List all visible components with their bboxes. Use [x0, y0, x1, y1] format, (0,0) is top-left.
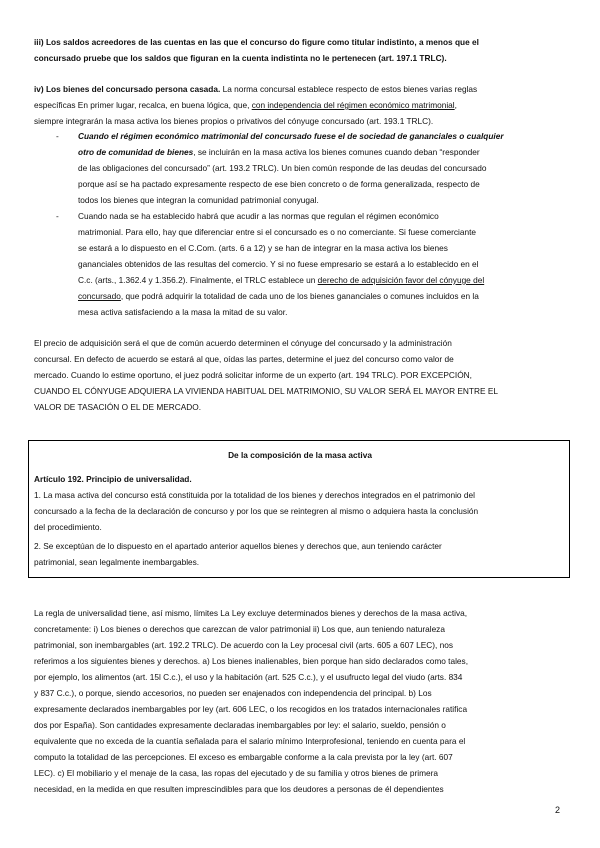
article-192-p1-line-3: del procedimiento.	[34, 522, 102, 532]
bullet-2-underlined-phrase: derecho de adquisición favor del cónyuge del	[317, 275, 485, 285]
bullet-2-line-6	[78, 288, 479, 304]
price-paragraph-line-1: El precio de adquisición será el que de común acuerdo determinen el cónyuge del concursado y la administración	[34, 338, 452, 348]
universality-line: expresamente declarados inembargables por ley (art. 606 LEC, o los recogidos en los tratados internacionales ratifica	[34, 704, 468, 714]
bullet-1-line-1: Cuando el régimen económico matrimonial del concursado fuese el de sociedad de gananciales o cualquier	[78, 131, 504, 141]
item-iv-underlined-phrase: con independencia del régimen económico matrimonial	[251, 100, 455, 110]
universality-line: necesidad, en la medida en que resulten imprescindibles para que los deudores a personas de él dependientes	[34, 784, 444, 794]
bullet-2-underlined-word: concursado	[78, 291, 121, 301]
price-paragraph-line-2: concursal. En defecto de acuerdo se estará al que, oídas las partes, determine el juez del concurso como valor de	[34, 354, 454, 364]
universality-line: y 837 C.c.), o porque, siendo accesorios, no pueden ser enajenados con independencia del principal. b) Los	[34, 688, 432, 698]
bullet-1-line-2-text: , se incluirán en la masa activa los bienes comunes cuando deban “responder	[193, 147, 480, 157]
item-iv-line-2-end: ,	[454, 100, 457, 110]
article-192-p2-line-2: patrimonial, sean legalmente inembargables.	[34, 557, 200, 567]
bullet-1-line-4: porque así se ha pactado expresamente respecto de ese bien concreto o de forma generalizada, respecto de	[78, 179, 480, 189]
article-192-p1-line-1: 1. La masa activa del concurso está constituida por la totalidad de los bienes y derechos integrados en el patrimonio del	[34, 490, 475, 500]
universality-line: equivalente que no exceda de la cuantía señalada para el salario mínimo Interprofesional, teniendo en cuenta para el	[34, 736, 466, 746]
bullet-2-dash: -	[56, 211, 59, 221]
universality-line: referimos a los siguientes bienes y derechos. a) Los bienes inalienables, bien porque han sido declarados como tales,	[34, 656, 469, 666]
bullet-2-line-5	[78, 272, 484, 288]
item-iv-line-3: siempre integrarán la masa activa los bienes propios o privativos del cónyuge concursado (art. 193.1 TRLC).	[34, 116, 434, 126]
price-paragraph-line-5: VALOR DE TASACIÓN O EL DE MERCADO.	[34, 402, 202, 412]
bullet-2-line-4: gananciales obtenidos de las resultas del comercio. Y si no fuese empresario se estará a lo establecido en el	[78, 259, 479, 269]
universality-line: concretamente: i) Los bienes o derechos que carezcan de valor patrimonial ii) Los que, aun teniendo naturaleza	[34, 624, 445, 634]
bullet-2-line-3: se estará a lo dispuesto en el C.Com. (arts. 6 a 12) y se han de integrar en la masa activa los bienes	[78, 243, 448, 253]
universality-line: computo la totalidad de las percepciones. El exceso es embargable conforme a la cala prevista por la ley (art. 607	[34, 752, 453, 762]
bullet-1-bold-phrase: otro de comunidad de bienes	[78, 147, 194, 157]
article-192-heading: Artículo 192. Principio de universalidad.	[34, 474, 192, 484]
item-iv-line-1-text: La norma concursal establece respecto de estos bienes varias reglas	[220, 84, 478, 94]
item-iv-line-2	[34, 97, 457, 113]
bullet-2-line-6-text: , que podrá adquirir la totalidad de cada uno de los bienes gananciales o comunes incluidos en la	[120, 291, 479, 301]
article-192-p2-line-1: 2. Se exceptúan de lo dispuesto en el apartado anterior aquellos bienes y derechos que, aun teniendo carácter	[34, 541, 442, 551]
universality-line: dos por España). Son cantidades expresamente declaradas inembargables por ley: el salario, sueldo, pensión o	[34, 720, 446, 730]
bullet-2-line-7: mesa activa satisfaciendo a la masa la mitad de su valor.	[78, 307, 288, 317]
bullet-1-line-5: todos los bienes que integran la comunidad patrimonial conyugal.	[78, 195, 319, 205]
page-number: 2	[555, 805, 561, 815]
item-iv-heading: iv) Los bienes del concursado persona casada.	[34, 84, 221, 94]
bullet-2-line-2: matrimonial. Para ello, hay que diferenciar entre si el concursado es o no comerciante. Si fuese comerciante	[78, 227, 476, 237]
item-iii-line-2: concursado pruebe que los saldos que figuran en la cuenta indistinta no le pertenecen (art. 197.1 TRLC).	[34, 53, 447, 63]
item-iii-line-1: iii) Los saldos acreedores de las cuentas en las que el concurso do figure como titular indistinto, a menos que el	[34, 37, 479, 47]
bullet-2-line-5-text: C.c. (arts., 1.362.4 y 1.356.2). Finalmente, el TRLC establece un	[78, 275, 318, 285]
bullet-1-line-2	[78, 144, 480, 160]
universality-line: patrimonial, son inembargables (art. 192.2 TRLC). De acuerdo con la Ley procesal civil (arts. 605 a 607 LEC), nos	[34, 640, 454, 650]
bullet-1-dash: -	[56, 131, 59, 141]
item-iv-line-2-text: específicas En primer lugar, recalca, en buena lógica, que,	[34, 100, 252, 110]
bullet-2-line-1: Cuando nada se ha establecido habrá que acudir a las normas que regulan el régimen económico	[78, 211, 439, 221]
bullet-1-line-3: de las obligaciones del concursado” (art. 193.2 TRLC). Un bien común responde de las deudas del concursado	[78, 163, 487, 173]
price-paragraph-line-4: CUANDO EL CÓNYUGE ADQUIERA LA VIVIENDA HABITUAL DEL MATRIMONIO, SU VALOR SERÁ EL MAYOR ENTRE EL	[34, 386, 498, 396]
legal-box-title: De la composición de la masa activa	[228, 450, 372, 460]
price-paragraph-line-3: mercado. Cuando lo estime oportuno, el juez podrá solicitar informe de un experto (art. 194 TRLC). POR EXCEPCIÓN,	[34, 370, 472, 380]
article-192-p1-line-2: concursado a la fecha de la declaración de concurso y por los que se reintegren al mismo o adquiera hasta la conclusión	[34, 506, 479, 516]
item-iv-line-1	[34, 81, 477, 97]
universality-line: La regla de universalidad tiene, así mismo, límites La Ley excluye determinados bienes y derechos de la masa activa,	[34, 608, 468, 618]
universality-line: por ejemplo, los alimentos (art. 15l C.c.), el uso y la habitación (art. 525 C.c.), y el usufructo legal del viudo (arts. 834	[34, 672, 463, 682]
universality-line: LEC). c) El mobiliario y el menaje de la casa, las ropas del ejecutado y de su familia y otros bienes de primera	[34, 768, 438, 778]
